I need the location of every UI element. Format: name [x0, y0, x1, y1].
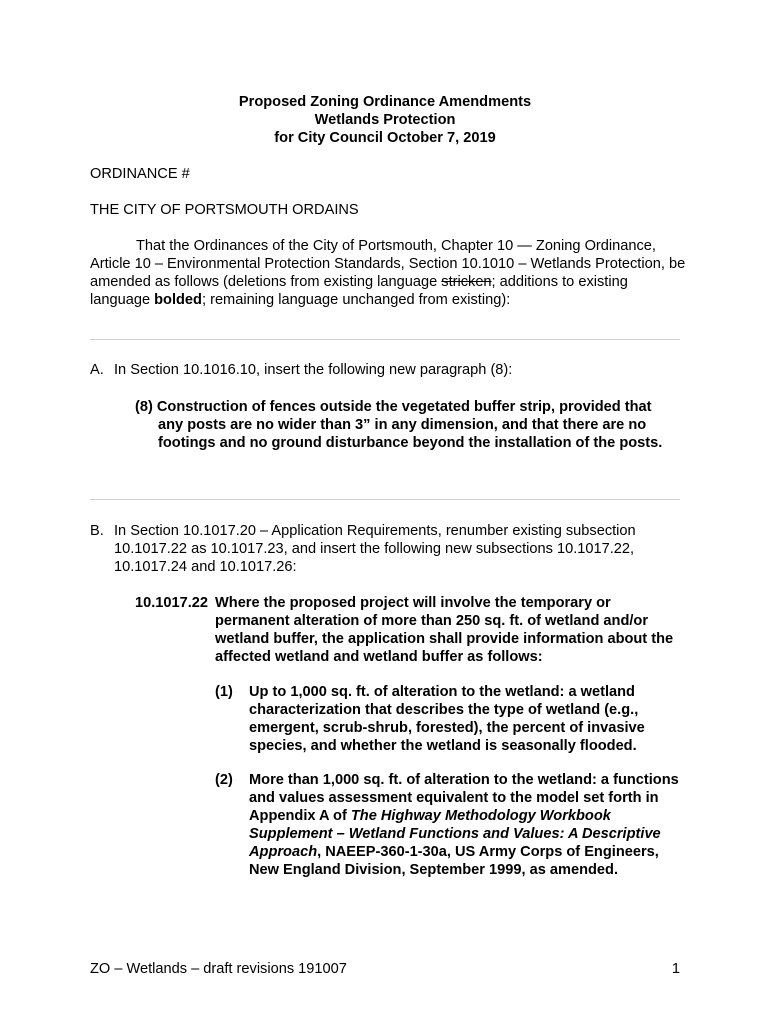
- section-a: [90, 361, 690, 379]
- section-divider-2: [90, 499, 680, 500]
- document-title-block: [0, 93, 770, 147]
- footer-draft-label: ZO – Wetlands – draft revisions 191007: [90, 961, 347, 977]
- section-a-label: A.: [90, 362, 104, 378]
- item-2-text: [249, 771, 685, 879]
- section-divider-1: [90, 339, 680, 340]
- intro-text-2: ; additions to existing language: [90, 274, 628, 308]
- section-b-text: In Section 10.1017.20 – Application Requirements, renumber existing subsection 10.1017.22 as 10.1017.23, and insert the following new subsections 10.1017.22, 10.1017.24 and 10.1017.26:: [114, 523, 636, 575]
- title-line-1: Proposed Zoning Ordinance Amendments: [238, 94, 532, 110]
- subsection-number: 10.1017.22: [135, 595, 209, 611]
- stricken-example: stricken: [441, 274, 492, 290]
- item-2-number: (2): [215, 772, 233, 788]
- page-footer: [90, 960, 680, 978]
- intro-text-3: ; remaining language unchanged from existing):: [201, 292, 511, 308]
- subsection-text: Where the proposed project will involve the temporary or permanent alteration of more than 250 sq. ft. of wetland and/or wetland buffer, the application shall provide information about the affected wetland and wetland buffer as follows:: [215, 595, 674, 665]
- ordinance-number: ORDINANCE #: [90, 166, 190, 182]
- item-2-text-part-2: , NAEEP-360-1-30a, US Army Corps of Engineers, New England Division, September 1999, as amended.: [249, 844, 659, 878]
- paragraph-8: [135, 398, 680, 452]
- item-1-text: Up to 1,000 sq. ft. of alteration to the wetland: a wetland characterization that describes the type of wetland (e.g., emergent, scrub-shrub, forested), the percent of invasive species, and whether the wetland is seasonally flooded.: [249, 684, 645, 754]
- paragraph-8-text: (8) Construction of fences outside the vegetated buffer strip, provided that any posts are no wider than 3” in any dimension, and that there are no footings and no ground disturbance beyond the installation of the posts.: [135, 399, 663, 451]
- bolded-example: bolded: [154, 292, 202, 308]
- intro-paragraph: [90, 237, 690, 309]
- section-b: [90, 522, 680, 575]
- item-2-text-part-1: More than 1,000 sq. ft. of alteration to the wetland: a functions and values assessment equivalent to the model set forth in Appendix A of: [249, 772, 679, 824]
- page-number: 1: [671, 961, 680, 977]
- section-b-label: B.: [90, 523, 104, 539]
- intro-text-1: That the Ordinances of the City of Portsmouth, Chapter 10 — Zoning Ordinance, Article 10 – Environmental Protection Standards, Section 10.1010 – Wetlands Protection, be amended as follows (deletions from existing language: [90, 238, 686, 290]
- item-1-number: (1): [215, 684, 233, 700]
- publication-title: The Highway Methodology Workbook Supplement – Wetland Functions and Values: A Descriptive Approach: [249, 808, 661, 860]
- section-a-text: In Section 10.1016.10, insert the following new paragraph (8):: [114, 362, 513, 378]
- ordains-statement: THE CITY OF PORTSMOUTH ORDAINS: [90, 202, 359, 218]
- title-line-3: for City Council October 7, 2019: [274, 130, 496, 146]
- title-line-2: Wetlands Protection: [314, 112, 456, 128]
